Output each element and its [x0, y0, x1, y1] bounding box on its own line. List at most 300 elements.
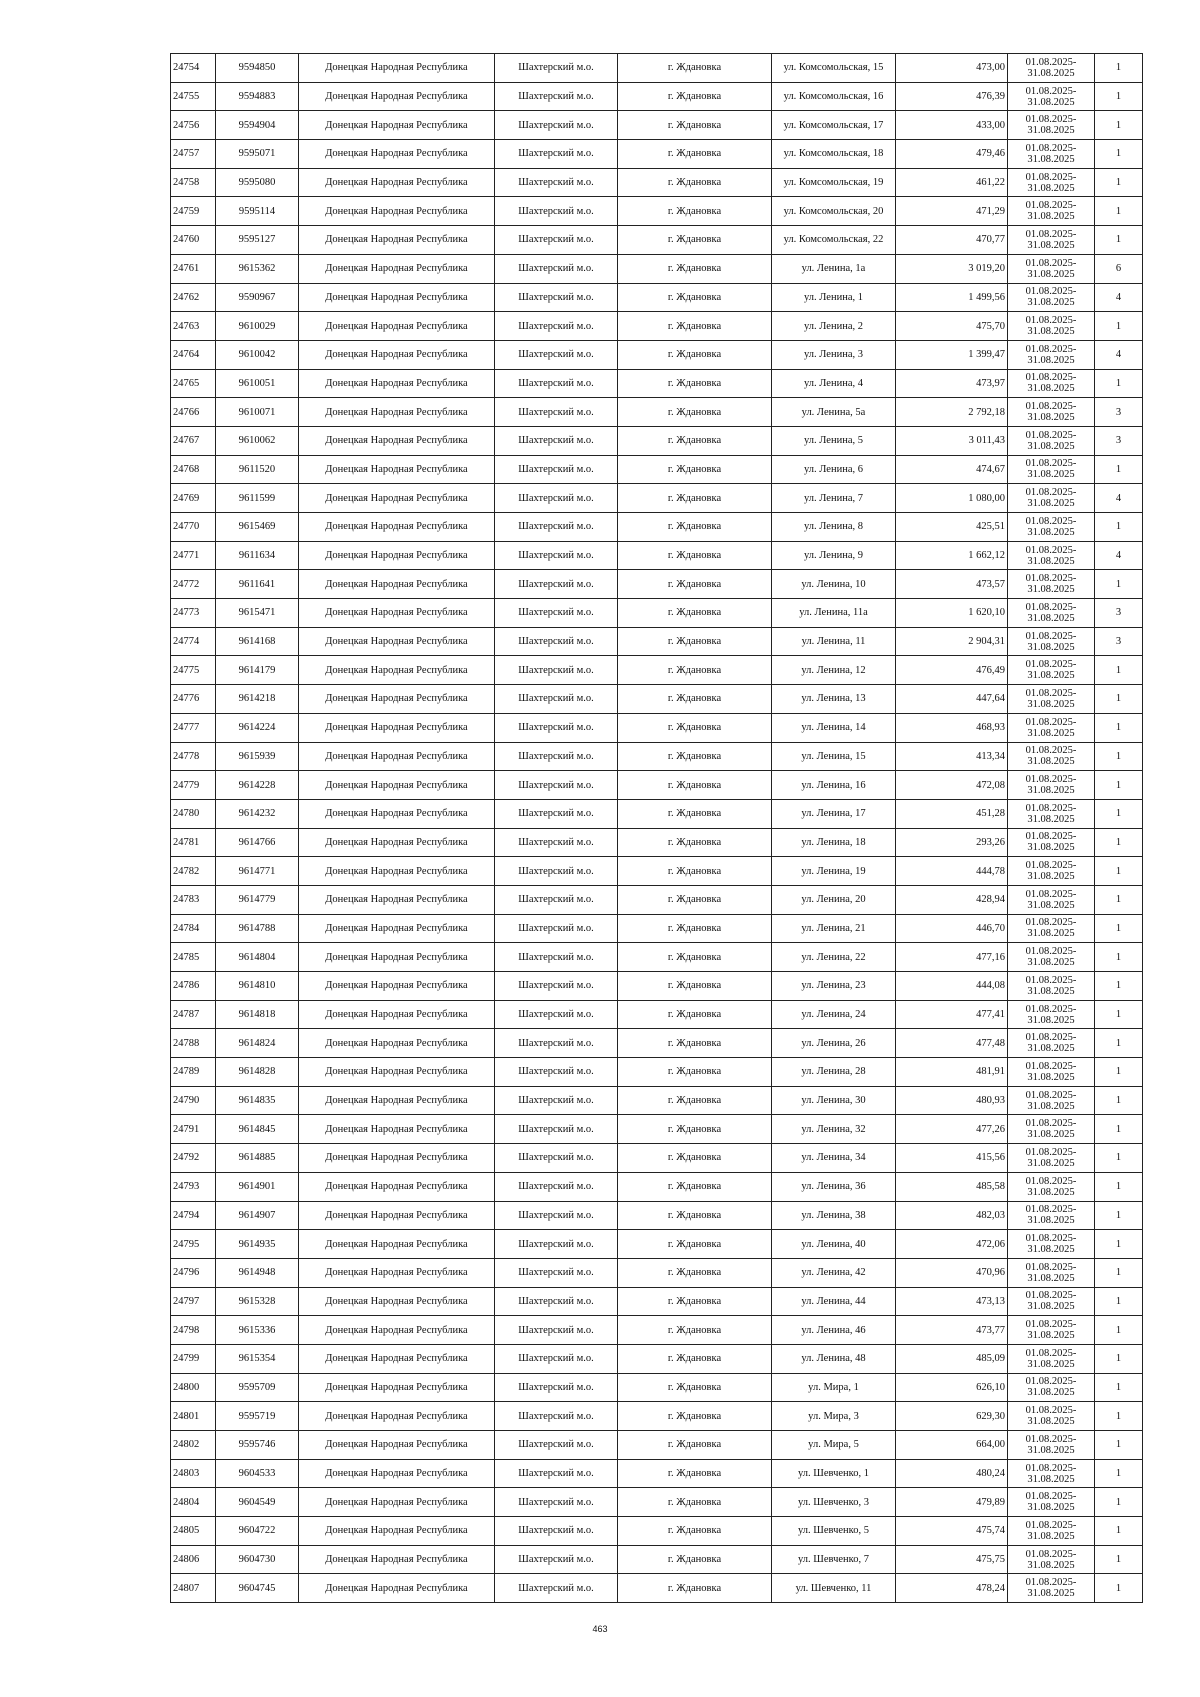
period-end: 31.08.2025: [1027, 584, 1075, 596]
city-cell: г. Ждановка: [618, 771, 772, 800]
period-start: 01.08.2025-: [1025, 974, 1077, 986]
district-cell: Шахтерский м.о.: [495, 1316, 618, 1345]
table-row: [171, 1230, 1143, 1259]
table-row: [171, 1431, 1143, 1460]
table-row: [171, 570, 1143, 599]
period-start: 01.08.2025-: [1025, 171, 1077, 183]
period-start: 01.08.2025-: [1025, 315, 1077, 327]
row-number-cell: 24785: [171, 943, 216, 972]
row-number-cell: 24781: [171, 828, 216, 857]
district-cell: Шахтерский м.о.: [495, 599, 618, 628]
row-number-cell: 24788: [171, 1029, 216, 1058]
table-row: [171, 140, 1143, 169]
object-id-cell: 9614218: [216, 685, 299, 714]
area-cell: 473,97: [896, 369, 1008, 398]
address-cell: ул. Ленина, 15: [772, 742, 896, 771]
registry-table: [170, 53, 1143, 1603]
city-cell: г. Ждановка: [618, 972, 772, 1001]
table-row: [171, 771, 1143, 800]
city-cell: г. Ждановка: [618, 340, 772, 369]
table-row: [171, 685, 1143, 714]
address-cell: ул. Мира, 1: [772, 1373, 896, 1402]
area-cell: 1 399,47: [896, 340, 1008, 369]
region-cell: Донецкая Народная Республика: [299, 1144, 495, 1173]
area-cell: 474,67: [896, 455, 1008, 484]
count-cell: 1: [1095, 943, 1143, 972]
period-cell: [1008, 484, 1095, 513]
city-cell: г. Ждановка: [618, 1115, 772, 1144]
district-cell: Шахтерский м.о.: [495, 1545, 618, 1574]
address-cell: ул. Ленина, 24: [772, 1000, 896, 1029]
period-start: 01.08.2025-: [1025, 573, 1077, 585]
table-row: [171, 857, 1143, 886]
area-cell: 1 080,00: [896, 484, 1008, 513]
period-end: 31.08.2025: [1027, 354, 1075, 366]
count-cell: 1: [1095, 885, 1143, 914]
table-row: [171, 197, 1143, 226]
region-cell: Донецкая Народная Республика: [299, 656, 495, 685]
area-cell: 476,39: [896, 82, 1008, 111]
row-number-cell: 24758: [171, 168, 216, 197]
period-end: 31.08.2025: [1027, 326, 1075, 338]
object-id-cell: 9611634: [216, 541, 299, 570]
address-cell: ул. Ленина, 9: [772, 541, 896, 570]
count-cell: 4: [1095, 484, 1143, 513]
table-body: [171, 54, 1143, 1603]
region-cell: Донецкая Народная Республика: [299, 1517, 495, 1546]
period-cell: [1008, 1373, 1095, 1402]
row-number-cell: 24784: [171, 914, 216, 943]
row-number-cell: 24772: [171, 570, 216, 599]
city-cell: г. Ждановка: [618, 1172, 772, 1201]
address-cell: ул. Ленина, 32: [772, 1115, 896, 1144]
table-row: [171, 1545, 1143, 1574]
period-end: 31.08.2025: [1027, 440, 1075, 452]
table-row: [171, 1344, 1143, 1373]
address-cell: ул. Шевченко, 5: [772, 1517, 896, 1546]
region-cell: Донецкая Народная Республика: [299, 1488, 495, 1517]
table-row: [171, 914, 1143, 943]
period-start: 01.08.2025-: [1025, 1577, 1077, 1589]
district-cell: Шахтерский м.о.: [495, 1172, 618, 1201]
area-cell: 1 499,56: [896, 283, 1008, 312]
district-cell: Шахтерский м.о.: [495, 857, 618, 886]
area-cell: 472,08: [896, 771, 1008, 800]
region-cell: Донецкая Народная Республика: [299, 857, 495, 886]
region-cell: Донецкая Народная Республика: [299, 254, 495, 283]
area-cell: 477,26: [896, 1115, 1008, 1144]
area-cell: 477,41: [896, 1000, 1008, 1029]
area-cell: 444,08: [896, 972, 1008, 1001]
count-cell: 1: [1095, 82, 1143, 111]
period-cell: [1008, 82, 1095, 111]
district-cell: Шахтерский м.о.: [495, 1144, 618, 1173]
region-cell: Донецкая Народная Республика: [299, 1574, 495, 1603]
region-cell: Донецкая Народная Республика: [299, 226, 495, 255]
district-cell: Шахтерский м.о.: [495, 1230, 618, 1259]
object-id-cell: 9595080: [216, 168, 299, 197]
row-number-cell: 24804: [171, 1488, 216, 1517]
object-id-cell: 9614828: [216, 1058, 299, 1087]
table-row: [171, 1459, 1143, 1488]
period-cell: [1008, 1316, 1095, 1345]
address-cell: ул. Ленина, 7: [772, 484, 896, 513]
row-number-cell: 24780: [171, 799, 216, 828]
object-id-cell: 9604730: [216, 1545, 299, 1574]
row-number-cell: 24802: [171, 1431, 216, 1460]
period-start: 01.08.2025-: [1025, 515, 1077, 527]
area-cell: 2 904,31: [896, 627, 1008, 656]
region-cell: Донецкая Народная Республика: [299, 312, 495, 341]
district-cell: Шахтерский м.о.: [495, 1000, 618, 1029]
city-cell: г. Ждановка: [618, 312, 772, 341]
address-cell: ул. Ленина, 14: [772, 713, 896, 742]
region-cell: Донецкая Народная Республика: [299, 426, 495, 455]
district-cell: Шахтерский м.о.: [495, 972, 618, 1001]
address-cell: ул. Ленина, 12: [772, 656, 896, 685]
region-cell: Донецкая Народная Республика: [299, 771, 495, 800]
row-number-cell: 24805: [171, 1517, 216, 1546]
count-cell: 1: [1095, 1230, 1143, 1259]
region-cell: Донецкая Народная Республика: [299, 1086, 495, 1115]
period-cell: [1008, 1574, 1095, 1603]
object-id-cell: 9615362: [216, 254, 299, 283]
period-start: 01.08.2025-: [1025, 1175, 1077, 1187]
address-cell: ул. Комсомольская, 17: [772, 111, 896, 140]
period-start: 01.08.2025-: [1025, 1089, 1077, 1101]
address-cell: ул. Ленина, 26: [772, 1029, 896, 1058]
city-cell: г. Ждановка: [618, 1000, 772, 1029]
row-number-cell: 24791: [171, 1115, 216, 1144]
period-start: 01.08.2025-: [1025, 1376, 1077, 1388]
period-start: 01.08.2025-: [1025, 888, 1077, 900]
count-cell: 1: [1095, 1344, 1143, 1373]
object-id-cell: 9594904: [216, 111, 299, 140]
table-row: [171, 1373, 1143, 1402]
region-cell: Донецкая Народная Республика: [299, 1230, 495, 1259]
address-cell: ул. Ленина, 18: [772, 828, 896, 857]
region-cell: Донецкая Народная Республика: [299, 484, 495, 513]
period-start: 01.08.2025-: [1025, 1118, 1077, 1130]
row-number-cell: 24806: [171, 1545, 216, 1574]
period-start: 01.08.2025-: [1025, 860, 1077, 872]
city-cell: г. Ждановка: [618, 426, 772, 455]
table-row: [171, 1058, 1143, 1087]
count-cell: 1: [1095, 140, 1143, 169]
area-cell: 485,58: [896, 1172, 1008, 1201]
count-cell: 1: [1095, 1287, 1143, 1316]
region-cell: Донецкая Народная Республика: [299, 799, 495, 828]
address-cell: ул. Шевченко, 3: [772, 1488, 896, 1517]
count-cell: 1: [1095, 1000, 1143, 1029]
city-cell: г. Ждановка: [618, 513, 772, 542]
period-cell: [1008, 1029, 1095, 1058]
table-row: [171, 1201, 1143, 1230]
district-cell: Шахтерский м.о.: [495, 283, 618, 312]
count-cell: 1: [1095, 54, 1143, 83]
district-cell: Шахтерский м.о.: [495, 1344, 618, 1373]
table-row: [171, 398, 1143, 427]
area-cell: 480,24: [896, 1459, 1008, 1488]
address-cell: ул. Ленина, 6: [772, 455, 896, 484]
district-cell: Шахтерский м.о.: [495, 1115, 618, 1144]
period-cell: [1008, 54, 1095, 83]
region-cell: Донецкая Народная Республика: [299, 1201, 495, 1230]
city-cell: г. Ждановка: [618, 1058, 772, 1087]
period-cell: [1008, 570, 1095, 599]
period-end: 31.08.2025: [1027, 785, 1075, 797]
period-end: 31.08.2025: [1027, 1416, 1075, 1428]
period-end: 31.08.2025: [1027, 1387, 1075, 1399]
district-cell: Шахтерский м.о.: [495, 426, 618, 455]
period-start: 01.08.2025-: [1025, 1003, 1077, 1015]
table-row: [171, 1086, 1143, 1115]
object-id-cell: 9614824: [216, 1029, 299, 1058]
region-cell: Донецкая Народная Республика: [299, 1172, 495, 1201]
row-number-cell: 24760: [171, 226, 216, 255]
table-row: [171, 541, 1143, 570]
area-cell: 478,24: [896, 1574, 1008, 1603]
period-start: 01.08.2025-: [1025, 745, 1077, 757]
period-end: 31.08.2025: [1027, 96, 1075, 108]
address-cell: ул. Шевченко, 7: [772, 1545, 896, 1574]
period-end: 31.08.2025: [1027, 756, 1075, 768]
district-cell: Шахтерский м.о.: [495, 885, 618, 914]
table-row: [171, 1258, 1143, 1287]
city-cell: г. Ждановка: [618, 283, 772, 312]
city-cell: г. Ждановка: [618, 685, 772, 714]
object-id-cell: 9615336: [216, 1316, 299, 1345]
row-number-cell: 24794: [171, 1201, 216, 1230]
count-cell: 4: [1095, 283, 1143, 312]
count-cell: 3: [1095, 627, 1143, 656]
region-cell: Донецкая Народная Республика: [299, 943, 495, 972]
row-number-cell: 24767: [171, 426, 216, 455]
period-start: 01.08.2025-: [1025, 630, 1077, 642]
period-cell: [1008, 1431, 1095, 1460]
city-cell: г. Ждановка: [618, 54, 772, 83]
object-id-cell: 9611599: [216, 484, 299, 513]
area-cell: 413,34: [896, 742, 1008, 771]
object-id-cell: 9614810: [216, 972, 299, 1001]
district-cell: Шахтерский м.о.: [495, 541, 618, 570]
address-cell: ул. Ленина, 2: [772, 312, 896, 341]
region-cell: Донецкая Народная Республика: [299, 197, 495, 226]
period-start: 01.08.2025-: [1025, 200, 1077, 212]
period-end: 31.08.2025: [1027, 555, 1075, 567]
period-start: 01.08.2025-: [1025, 286, 1077, 298]
period-end: 31.08.2025: [1027, 1014, 1075, 1026]
period-start: 01.08.2025-: [1025, 802, 1077, 814]
address-cell: ул. Ленина, 28: [772, 1058, 896, 1087]
area-cell: 293,26: [896, 828, 1008, 857]
region-cell: Донецкая Народная Республика: [299, 1115, 495, 1144]
count-cell: 1: [1095, 713, 1143, 742]
count-cell: 1: [1095, 1029, 1143, 1058]
area-cell: 428,94: [896, 885, 1008, 914]
period-end: 31.08.2025: [1027, 1444, 1075, 1456]
table-row: [171, 369, 1143, 398]
address-cell: ул. Ленина, 19: [772, 857, 896, 886]
city-cell: г. Ждановка: [618, 369, 772, 398]
count-cell: 1: [1095, 1115, 1143, 1144]
address-cell: ул. Ленина, 40: [772, 1230, 896, 1259]
table-row: [171, 1287, 1143, 1316]
table-row: [171, 1488, 1143, 1517]
period-start: 01.08.2025-: [1025, 831, 1077, 843]
city-cell: г. Ждановка: [618, 1201, 772, 1230]
address-cell: ул. Ленина, 42: [772, 1258, 896, 1287]
period-end: 31.08.2025: [1027, 727, 1075, 739]
row-number-cell: 24768: [171, 455, 216, 484]
period-cell: [1008, 914, 1095, 943]
count-cell: 1: [1095, 1545, 1143, 1574]
region-cell: Донецкая Народная Республика: [299, 1373, 495, 1402]
table-row: [171, 168, 1143, 197]
row-number-cell: 24756: [171, 111, 216, 140]
count-cell: 1: [1095, 828, 1143, 857]
row-number-cell: 24769: [171, 484, 216, 513]
object-id-cell: 9595114: [216, 197, 299, 226]
table-row: [171, 513, 1143, 542]
city-cell: г. Ждановка: [618, 599, 772, 628]
period-cell: [1008, 140, 1095, 169]
row-number-cell: 24774: [171, 627, 216, 656]
object-id-cell: 9610029: [216, 312, 299, 341]
table-row: [171, 340, 1143, 369]
object-id-cell: 9614766: [216, 828, 299, 857]
count-cell: 1: [1095, 857, 1143, 886]
address-cell: ул. Ленина, 17: [772, 799, 896, 828]
district-cell: Шахтерский м.о.: [495, 685, 618, 714]
address-cell: ул. Ленина, 1а: [772, 254, 896, 283]
count-cell: 1: [1095, 685, 1143, 714]
region-cell: Донецкая Народная Республика: [299, 1402, 495, 1431]
period-end: 31.08.2025: [1027, 383, 1075, 395]
count-cell: 1: [1095, 656, 1143, 685]
region-cell: Донецкая Народная Республика: [299, 1431, 495, 1460]
object-id-cell: 9614224: [216, 713, 299, 742]
period-cell: [1008, 1517, 1095, 1546]
area-cell: 444,78: [896, 857, 1008, 886]
row-number-cell: 24779: [171, 771, 216, 800]
address-cell: ул. Ленина, 21: [772, 914, 896, 943]
row-number-cell: 24770: [171, 513, 216, 542]
table-row: [171, 254, 1143, 283]
city-cell: г. Ждановка: [618, 914, 772, 943]
address-cell: ул. Ленина, 48: [772, 1344, 896, 1373]
row-number-cell: 24787: [171, 1000, 216, 1029]
address-cell: ул. Комсомольская, 20: [772, 197, 896, 226]
table-row: [171, 484, 1143, 513]
period-cell: [1008, 1287, 1095, 1316]
object-id-cell: 9594850: [216, 54, 299, 83]
period-end: 31.08.2025: [1027, 957, 1075, 969]
count-cell: 1: [1095, 1144, 1143, 1173]
region-cell: Донецкая Народная Республика: [299, 541, 495, 570]
district-cell: Шахтерский м.о.: [495, 914, 618, 943]
period-start: 01.08.2025-: [1025, 1146, 1077, 1158]
district-cell: Шахтерский м.о.: [495, 1086, 618, 1115]
region-cell: Донецкая Народная Республика: [299, 1344, 495, 1373]
period-cell: [1008, 828, 1095, 857]
period-cell: [1008, 254, 1095, 283]
period-start: 01.08.2025-: [1025, 687, 1077, 699]
region-cell: Донецкая Народная Республика: [299, 455, 495, 484]
object-id-cell: 9604549: [216, 1488, 299, 1517]
address-cell: ул. Ленина, 36: [772, 1172, 896, 1201]
district-cell: Шахтерский м.о.: [495, 513, 618, 542]
period-cell: [1008, 943, 1095, 972]
object-id-cell: 9615328: [216, 1287, 299, 1316]
period-start: 01.08.2025-: [1025, 1491, 1077, 1503]
count-cell: 1: [1095, 914, 1143, 943]
table-row: [171, 283, 1143, 312]
address-cell: ул. Ленина, 13: [772, 685, 896, 714]
count-cell: 6: [1095, 254, 1143, 283]
region-cell: Донецкая Народная Республика: [299, 1287, 495, 1316]
area-cell: 447,64: [896, 685, 1008, 714]
count-cell: 1: [1095, 1431, 1143, 1460]
period-end: 31.08.2025: [1027, 125, 1075, 137]
period-end: 31.08.2025: [1027, 670, 1075, 682]
district-cell: Шахтерский м.о.: [495, 656, 618, 685]
period-cell: [1008, 972, 1095, 1001]
area-cell: 475,70: [896, 312, 1008, 341]
period-start: 01.08.2025-: [1025, 487, 1077, 499]
region-cell: Донецкая Народная Республика: [299, 168, 495, 197]
region-cell: Донецкая Народная Республика: [299, 82, 495, 111]
address-cell: ул. Комсомольская, 19: [772, 168, 896, 197]
table-row: [171, 1402, 1143, 1431]
period-start: 01.08.2025-: [1025, 429, 1077, 441]
row-number-cell: 24757: [171, 140, 216, 169]
period-cell: [1008, 771, 1095, 800]
city-cell: г. Ждановка: [618, 1517, 772, 1546]
city-cell: г. Ждановка: [618, 1373, 772, 1402]
area-cell: 446,70: [896, 914, 1008, 943]
city-cell: г. Ждановка: [618, 168, 772, 197]
period-end: 31.08.2025: [1027, 1301, 1075, 1313]
address-cell: ул. Комсомольская, 22: [772, 226, 896, 255]
count-cell: 1: [1095, 513, 1143, 542]
district-cell: Шахтерский м.о.: [495, 1488, 618, 1517]
object-id-cell: 9614179: [216, 656, 299, 685]
table-row: [171, 943, 1143, 972]
count-cell: 1: [1095, 570, 1143, 599]
row-number-cell: 24799: [171, 1344, 216, 1373]
period-cell: [1008, 426, 1095, 455]
city-cell: г. Ждановка: [618, 1086, 772, 1115]
district-cell: Шахтерский м.о.: [495, 771, 618, 800]
period-start: 01.08.2025-: [1025, 1233, 1077, 1245]
table-row: [171, 1029, 1143, 1058]
object-id-cell: 9611520: [216, 455, 299, 484]
row-number-cell: 24789: [171, 1058, 216, 1087]
city-cell: г. Ждановка: [618, 541, 772, 570]
period-end: 31.08.2025: [1027, 1530, 1075, 1542]
row-number-cell: 24766: [171, 398, 216, 427]
period-end: 31.08.2025: [1027, 842, 1075, 854]
city-cell: г. Ждановка: [618, 111, 772, 140]
period-end: 31.08.2025: [1027, 1071, 1075, 1083]
district-cell: Шахтерский м.о.: [495, 369, 618, 398]
period-end: 31.08.2025: [1027, 1100, 1075, 1112]
area-cell: 473,13: [896, 1287, 1008, 1316]
object-id-cell: 9611641: [216, 570, 299, 599]
period-start: 01.08.2025-: [1025, 228, 1077, 240]
row-number-cell: 24798: [171, 1316, 216, 1345]
